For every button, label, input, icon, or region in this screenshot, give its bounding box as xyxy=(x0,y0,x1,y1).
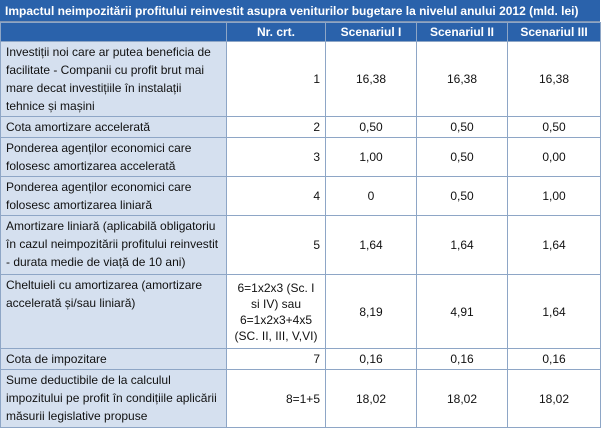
row-value-s3: 0,00 xyxy=(508,138,601,177)
table-row xyxy=(1,138,601,177)
row-label: Sume deductibile de la calculul impozitului pe profit în condițiile aplicării măsurii legislative propuse xyxy=(1,370,227,428)
row-value-s3: 1,00 xyxy=(508,177,601,216)
row-value-s1: 18,02 xyxy=(326,370,417,428)
row-label: Cheltuieli cu amortizarea (amortizare accelerată și/sau liniară) xyxy=(1,275,227,349)
row-value-s1: 1,64 xyxy=(326,216,417,275)
row-value-s1: 0 xyxy=(326,177,417,216)
header-nr-crt: Nr. crt. xyxy=(227,23,326,42)
table-row xyxy=(1,275,601,349)
row-nr: 8=1+5 xyxy=(227,370,326,428)
row-label: Cota de impozitare xyxy=(1,349,227,370)
row-value-s2: 18,02 xyxy=(417,370,508,428)
header-row xyxy=(1,23,601,42)
row-nr: 2 xyxy=(227,117,326,138)
table-row xyxy=(1,216,601,275)
row-value-s3: 18,02 xyxy=(508,370,601,428)
header-label xyxy=(1,23,227,42)
row-label: Cota amortizare accelerată xyxy=(1,117,227,138)
row-nr: 5 xyxy=(227,216,326,275)
row-value-s2: 0,50 xyxy=(417,177,508,216)
row-value-s1: 0,16 xyxy=(326,349,417,370)
row-value-s1: 8,19 xyxy=(326,275,417,349)
row-label: Amortizare liniară (aplicabilă obligatoriu în cazul neimpozitării profitului reinvestit - durata medie de viață de 10 ani) xyxy=(1,216,227,275)
row-value-s2: 0,16 xyxy=(417,349,508,370)
row-value-s2: 4,91 xyxy=(417,275,508,349)
row-value-s2: 0,50 xyxy=(417,138,508,177)
row-nr: 4 xyxy=(227,177,326,216)
table-row xyxy=(1,42,601,117)
row-value-s2: 1,64 xyxy=(417,216,508,275)
row-value-s2: 0,50 xyxy=(417,117,508,138)
table-row xyxy=(1,370,601,428)
header-scenariul-3: Scenariul III xyxy=(508,23,601,42)
data-table xyxy=(0,22,601,428)
row-value-s3: 16,38 xyxy=(508,42,601,117)
table-title: Impactul neimpozitării profitului reinvestit asupra veniturilor bugetare la nivelul anului 2012 (mld. lei) xyxy=(0,0,600,22)
row-nr: 6=1x2x3 (Sc. I si IV) sau 6=1x2x3+4x5 (SC. II, III, V,VI) xyxy=(227,275,326,349)
row-value-s1: 16,38 xyxy=(326,42,417,117)
row-value-s3: 1,64 xyxy=(508,275,601,349)
header-scenariul-1: Scenariul I xyxy=(326,23,417,42)
table-row xyxy=(1,349,601,370)
row-nr: 7 xyxy=(227,349,326,370)
row-nr: 1 xyxy=(227,42,326,117)
table-row xyxy=(1,117,601,138)
table-row xyxy=(1,177,601,216)
row-value-s1: 1,00 xyxy=(326,138,417,177)
header-scenariul-2: Scenariul II xyxy=(417,23,508,42)
row-label: Ponderea agenților economici care folosesc amortizarea accelerată xyxy=(1,138,227,177)
row-value-s2: 16,38 xyxy=(417,42,508,117)
row-label: Ponderea agenților economici care folosesc amortizarea liniară xyxy=(1,177,227,216)
row-value-s3: 0,16 xyxy=(508,349,601,370)
row-label: Investiții noi care ar putea beneficia de facilitate - Companii cu profit brut mai mare decat investițiile în instalații tehnice și mașini xyxy=(1,42,227,117)
row-value-s3: 1,64 xyxy=(508,216,601,275)
row-value-s1: 0,50 xyxy=(326,117,417,138)
row-value-s3: 0,50 xyxy=(508,117,601,138)
row-nr: 3 xyxy=(227,138,326,177)
